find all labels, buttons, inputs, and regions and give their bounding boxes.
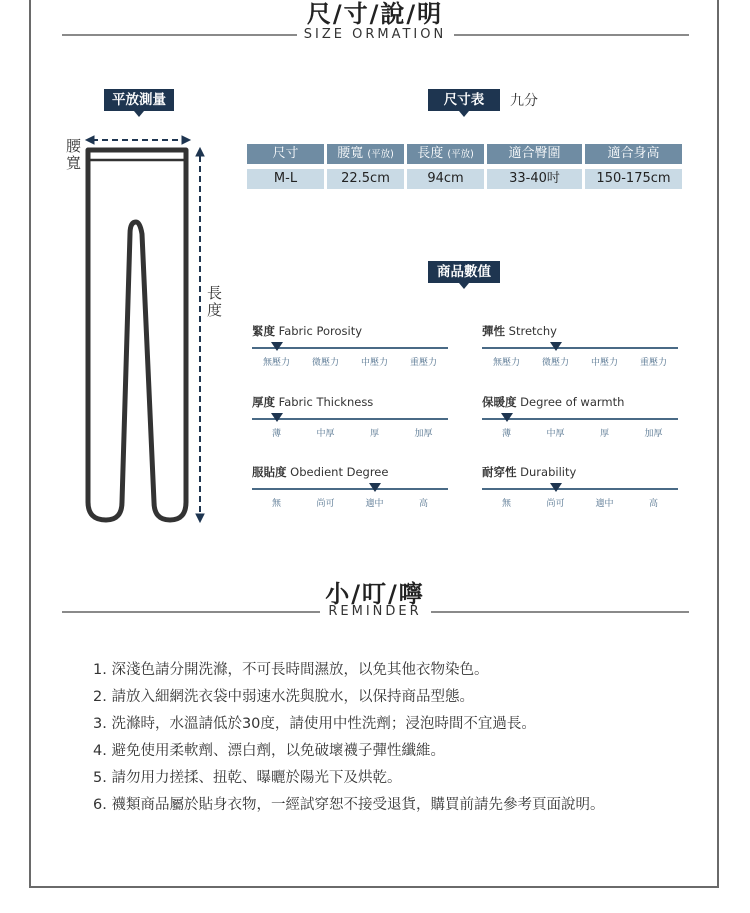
meter-title: 彈性 Stretchy — [482, 324, 557, 338]
meter-scale-label: 適中 — [595, 499, 614, 509]
table-cell-height: 150-175cm — [585, 169, 682, 189]
meter-scale-label: 厚 — [369, 429, 379, 439]
meter-title: 保暖度 Degree of warmth — [482, 395, 625, 409]
meter-scale-label: 中壓力 — [360, 358, 388, 368]
meter-scale-label: 尚可 — [546, 499, 565, 509]
page-subtitle: SIZE ORMATION — [303, 27, 447, 42]
table-header-height: 適合身高 — [585, 144, 682, 164]
reminder-note-6: 6. 襪類商品屬於貼身衣物，一經試穿恕不接受退貨，購買前請先參考頁面說明。 — [93, 797, 605, 813]
page-title: 尺/寸/說/明 — [306, 0, 444, 28]
meter-scale-label: 中厚 — [316, 429, 335, 439]
meter-scale-label: 厚 — [599, 429, 609, 439]
meter-level-marker — [550, 483, 562, 492]
meter-scale-label: 薄 — [501, 429, 511, 439]
meter-scale-label: 無 — [271, 499, 281, 509]
size-unit-label: 九分 — [510, 93, 538, 109]
reminder-note-3: 3. 洗滌時，水溫請低於30度，請使用中性洗劑；浸泡時間不宜過長。 — [93, 716, 536, 732]
meter-title: 厚度 Fabric Thickness — [252, 395, 374, 409]
table-header-hip: 適合臀圍 — [487, 144, 582, 164]
pants-illustration — [60, 130, 220, 530]
meter-level-marker — [550, 342, 562, 351]
meter-level-marker — [271, 342, 283, 351]
meter-scale-label: 無壓力 — [262, 358, 290, 368]
meter-scale-label: 重壓力 — [639, 358, 667, 368]
meter-scale-label: 中壓力 — [590, 358, 618, 368]
meter-scale-label: 高 — [418, 499, 428, 509]
meter-scale-label: 高 — [648, 499, 658, 509]
meter-title: 緊度 Fabric Porosity — [252, 324, 363, 338]
meter-scale-label: 無壓力 — [492, 358, 520, 368]
meter-scale-label: 加厚 — [414, 429, 433, 439]
meter-scale-label: 適中 — [365, 499, 384, 509]
table-header-length: 長度 (平放) — [407, 144, 484, 164]
meter-scale-label: 重壓力 — [409, 358, 437, 368]
meter-title: 耐穿性 Durability — [482, 465, 577, 479]
meter-scale-label: 尚可 — [316, 499, 335, 509]
product-values-tag: 商品數值 — [428, 261, 500, 283]
table-cell-hip: 33-40吋 — [487, 169, 582, 189]
meter-scale-line — [482, 347, 678, 349]
meter-scale-label: 薄 — [271, 429, 281, 439]
length-label: 長 度 — [207, 284, 223, 319]
reminder-note-4: 4. 避免使用柔軟劑、漂白劑，以免破壞襪子彈性纖維。 — [93, 743, 445, 759]
flat-measure-tag: 平放測量 — [104, 89, 174, 111]
meter-scale-line — [252, 488, 448, 490]
meter-scale-label: 微壓力 — [541, 358, 569, 368]
meter-scale-label: 加厚 — [644, 429, 663, 439]
table-header-waist: 腰寬 (平放) — [327, 144, 404, 164]
table-cell-size: M-L — [247, 169, 324, 189]
reminder-title: 小/叮/嚀 — [325, 580, 425, 608]
meter-scale-label: 微壓力 — [311, 358, 339, 368]
meter-scale-label: 無 — [501, 499, 511, 509]
table-cell-length: 94cm — [407, 169, 484, 189]
waist-width-arrow — [86, 136, 190, 144]
reminder-note-2: 2. 請放入細網洗衣袋中弱速水洗與脫水，以保持商品型態。 — [93, 689, 474, 705]
meter-title: 服貼度 Obedient Degree — [252, 465, 389, 479]
meter-scale-line — [482, 488, 678, 490]
size-table-tag: 尺寸表 — [428, 89, 500, 111]
table-header-size: 尺寸 — [247, 144, 324, 164]
reminder-note-5: 5. 請勿用力搓揉、扭乾、曝曬於陽光下及烘乾。 — [93, 770, 402, 786]
table-cell-waist: 22.5cm — [327, 169, 404, 189]
meter-level-marker — [271, 413, 283, 422]
reminder-subtitle: REMINDER — [328, 604, 422, 619]
length-arrow — [196, 148, 204, 522]
meter-scale-label: 中厚 — [546, 429, 565, 439]
meter-level-marker — [369, 483, 381, 492]
meter-level-marker — [501, 413, 513, 422]
waist-label: 腰 寬 — [66, 137, 82, 172]
reminder-note-1: 1. 深淺色請分開洗滌，不可長時間濕放，以免其他衣物染色。 — [93, 662, 489, 678]
